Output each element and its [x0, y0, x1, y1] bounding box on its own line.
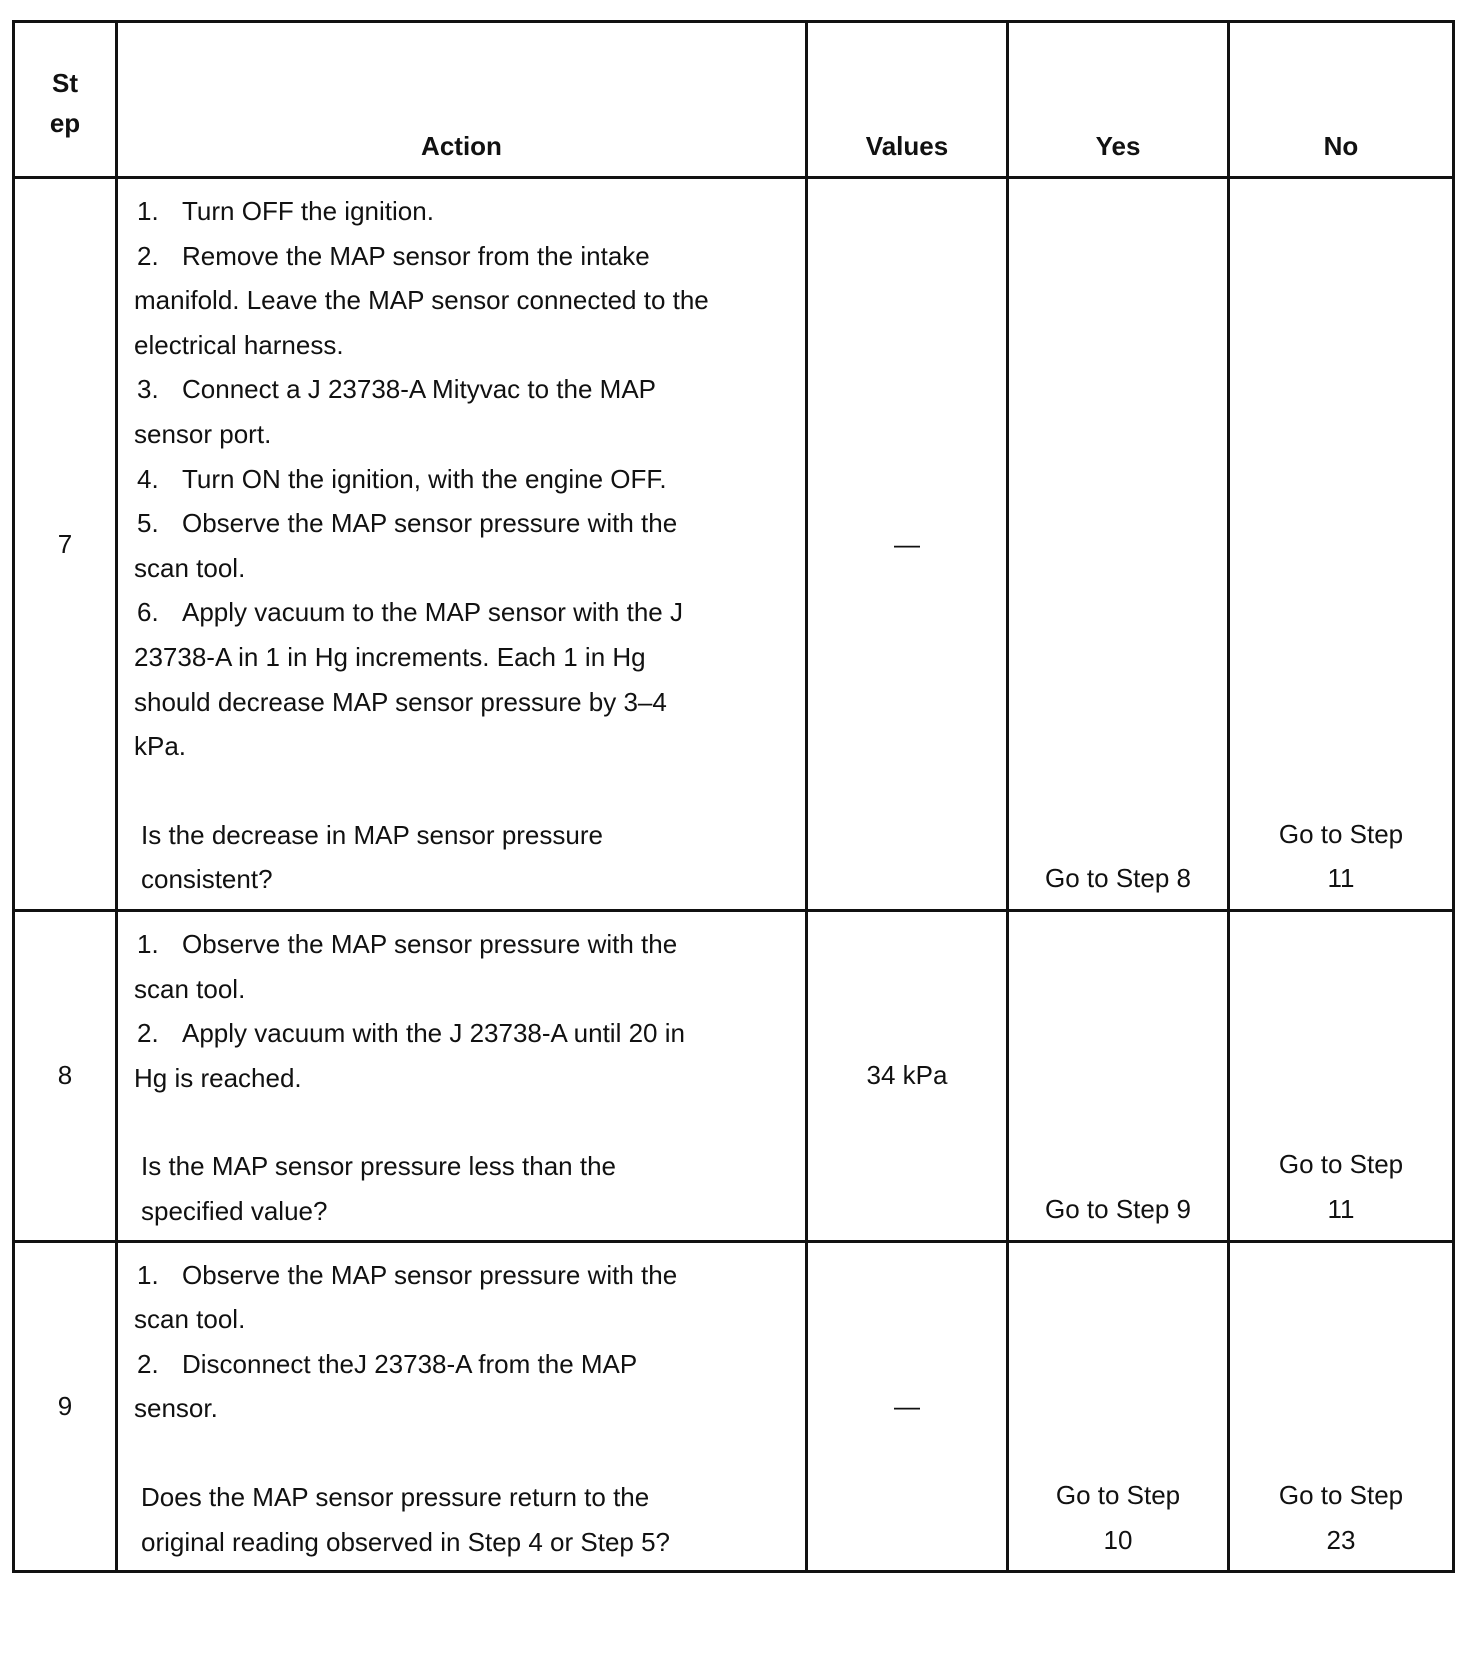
action-step — [134, 1011, 714, 1100]
table-row — [14, 1241, 1454, 1572]
yes-cell — [1008, 178, 1229, 911]
header-values: Values — [807, 22, 1008, 178]
no-goto: Go to Step 11 — [1278, 1149, 1404, 1224]
action-step — [134, 501, 714, 590]
action-step — [134, 189, 714, 234]
action-step — [134, 457, 714, 502]
header-step — [14, 22, 117, 178]
no-goto: Go to Step 11 — [1278, 818, 1404, 894]
action-cell — [117, 178, 807, 911]
action-step — [134, 1342, 714, 1431]
action-step-text: Connect a J 23738-A Mityvac to the MAP sensor port. — [134, 374, 656, 449]
action-step-text: Observe the MAP sensor pressure with the scan tool. — [134, 929, 678, 1004]
action-step — [134, 234, 714, 368]
action-cell — [117, 911, 807, 1242]
yes-goto: Go to Step 8 — [1045, 863, 1191, 894]
action-step-text: Observe the MAP sensor pressure with the scan tool. — [134, 1259, 678, 1335]
action-question: Is the decrease in MAP sensor pressure consistent? — [141, 819, 603, 895]
no-goto: Go to Step 23 — [1278, 1479, 1404, 1555]
table-row — [14, 911, 1454, 1242]
yes-cell — [1008, 1241, 1229, 1572]
table-row — [14, 178, 1454, 911]
action-steps — [134, 922, 714, 1100]
action-question: Does the MAP sensor pressure return to the original reading observed in Step 4 or Step 5? — [141, 1481, 671, 1557]
action-step-number: 2. — [137, 1348, 159, 1379]
diagnostic-table — [12, 20, 1455, 1573]
action-step — [134, 922, 714, 1011]
action-steps — [134, 189, 714, 769]
yes-cell — [1008, 911, 1229, 1242]
action-step — [134, 1253, 714, 1342]
no-cell — [1229, 911, 1454, 1242]
action-step-number: 4. — [137, 463, 159, 494]
action-step-number: 1. — [137, 196, 159, 226]
action-step-number: 2. — [137, 1018, 159, 1049]
header-step-line-1: St — [52, 67, 78, 98]
header-yes: Yes — [1008, 22, 1229, 178]
action-step-number: 2. — [137, 240, 159, 271]
action-steps — [134, 1253, 714, 1431]
action-step-text: Observe the MAP sensor pressure with the scan tool. — [134, 508, 678, 583]
no-cell — [1229, 178, 1454, 911]
values-cell: 34 kPa — [807, 911, 1008, 1242]
no-cell — [1229, 1241, 1454, 1572]
yes-goto: Go to Step 10 — [1055, 1479, 1181, 1555]
step-number: 8 — [14, 911, 117, 1242]
action-step-text: Apply vacuum with the J 23738-A until 20 in Hg is reached. — [134, 1018, 685, 1093]
step-number: 9 — [14, 1241, 117, 1572]
action-step-number: 1. — [137, 1259, 159, 1290]
action-step-number: 1. — [137, 929, 159, 959]
yes-goto: Go to Step 9 — [1045, 1193, 1191, 1224]
action-step-text: Remove the MAP sensor from the intake manifold. Leave the MAP sensor connected to the electrical harness. — [134, 240, 709, 360]
action-step-text: Apply vacuum to the MAP sensor with the J 23738-A in 1 in Hg increments. Each 1 in Hg should decrease MAP sensor pressure by 3–4 kPa. — [134, 597, 683, 762]
action-step-number: 3. — [137, 374, 159, 405]
header-action: Action — [117, 22, 807, 178]
action-cell — [117, 1241, 807, 1572]
action-step-number: 6. — [137, 597, 159, 628]
action-step-text: Turn OFF the ignition. — [182, 196, 434, 226]
header-step-line-2: ep — [49, 107, 81, 138]
action-step-text: Disconnect theJ 23738-A from the MAP sensor. — [134, 1348, 637, 1424]
action-question: Is the MAP sensor pressure less than the specified value? — [141, 1151, 616, 1226]
action-step-number: 5. — [137, 508, 159, 539]
action-step-text: Turn ON the ignition, with the engine OFF. — [182, 463, 667, 494]
action-step — [134, 590, 714, 768]
header-row — [14, 22, 1454, 178]
step-number: 7 — [14, 178, 117, 911]
values-cell: — — [807, 1241, 1008, 1572]
header-no: No — [1229, 22, 1454, 178]
action-step — [134, 367, 714, 456]
values-cell: — — [807, 178, 1008, 911]
